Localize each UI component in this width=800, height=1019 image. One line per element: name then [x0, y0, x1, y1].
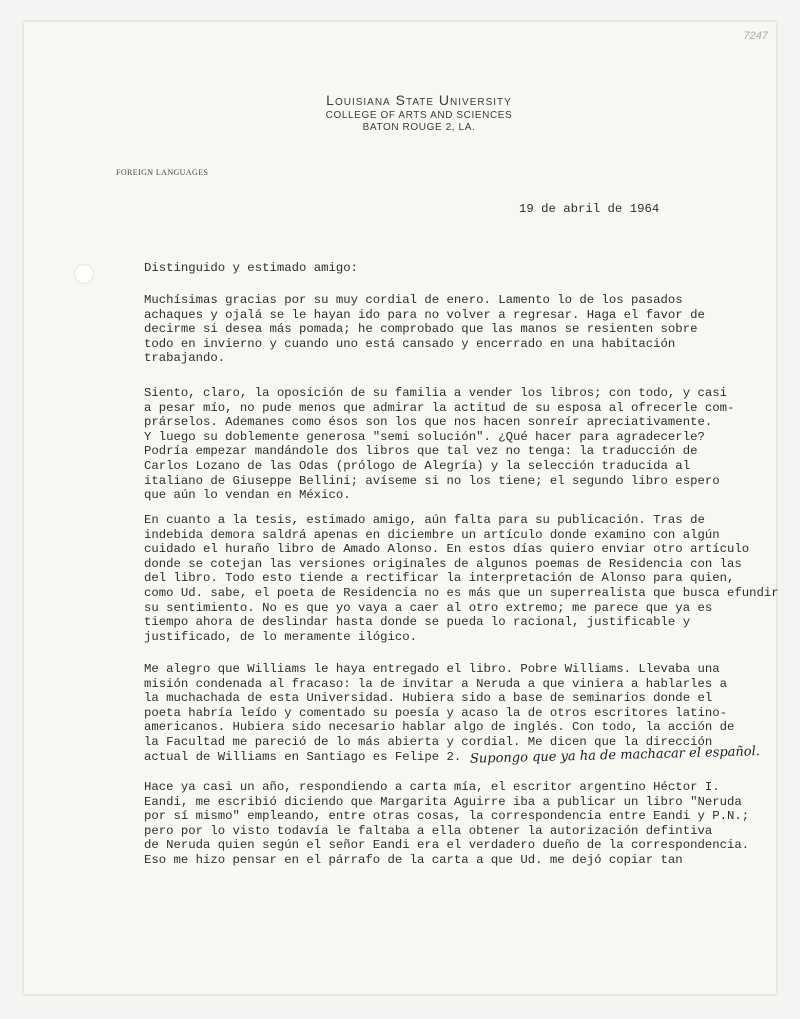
text-line: trabajando.	[144, 351, 226, 366]
paragraph-3	[144, 513, 779, 644]
text-line: todo en invierno y cuando uno está cansado y encerrado en una habitación	[144, 336, 676, 351]
text-line: Eso me hizo pensar en el párrafo de la carta a que Ud. me dejó copiar tan	[144, 852, 683, 867]
text-line: Muchísimas gracias por su muy cordial de enero. Lamento lo de los pasados	[144, 293, 683, 307]
archive-number: 7247	[743, 30, 768, 42]
salutation: Distinguido y estimado amigo:	[144, 261, 359, 275]
text-line: poeta habría leído y comentado su poesía y acaso la de otros escritores latino-	[144, 705, 727, 720]
letterhead-university: Louisiana State University	[326, 92, 512, 108]
letterhead-college: COLLEGE OF ARTS AND SCIENCES	[325, 110, 513, 121]
text-line: a pesar mío, no pude menos que admirar la actitud de su esposa al ofrecerle com-	[144, 400, 735, 415]
paragraph-2	[144, 386, 734, 503]
text-line: la muchachada de esta Universidad. Hubiera sido a base de seminarios donde el	[144, 691, 713, 706]
text-line: actual de Williams en Santiago es Felipe 2.	[144, 749, 462, 764]
text-line: indebida demora saldrá apenas en diciembre un artículo donde examino con algún	[144, 527, 720, 542]
text-line: donde se cotejan las versiones originales de algunos poemas de Residencia con las	[144, 556, 742, 571]
text-line: En cuanto a la tesis, estimado amigo, aún falta para su publicación. Tras de	[144, 513, 705, 527]
text-line: misión condenada al fracaso: la de invitar a Neruda a que viniera a hablarles a	[144, 676, 727, 691]
text-line: prárselos. Ademanes como ésos son los que nos hacen sonreír apreciativamente.	[144, 415, 713, 430]
text-line: Carlos Lozano de las Odas (prólogo de Alegría) y la selección traducida al	[144, 458, 691, 473]
letter-page	[24, 22, 779, 994]
text-line: Me alegro que Williams le haya entregado el libro. Pobre Williams. Llevaba una	[144, 662, 720, 676]
text-line: cuidado el huraño libro de Amado Alonso. En estos días quiero enviar otro artículo	[144, 542, 750, 557]
text-line: tiempo ahora de deslindar hasta donde se pueda lo racional, justificable y	[144, 615, 691, 630]
text-line: del libro. Todo esto tiende a rectificar la interpretación de Alonso para quien,	[144, 571, 735, 586]
department-label: FOREIGN LANGUAGES	[116, 168, 209, 177]
paragraph-1	[144, 293, 705, 366]
text-line: justificado, de lo meramente ilógico.	[144, 629, 418, 644]
text-line: por sí mismo" empleando, entre otras cosas, la correspondencia entre Eandi y P.N.;	[144, 809, 750, 824]
text-line: Y luego su doblemente generosa "semi solución". ¿Qué hacer para agradecerle?	[144, 429, 705, 444]
text-line: italiano de Giuseppe Bellini; avíseme si no los tiene; el segundo libro espero	[144, 473, 720, 488]
text-line: la Facultad me pareció de lo más abierta y cordial. Me dicen que la dirección	[144, 734, 713, 749]
text-line: americanos. Hubiera sido necesario hablar algo de inglés. Con todo, la acción de	[144, 720, 735, 735]
letterhead-city: BATON ROUGE 2, LA.	[362, 122, 476, 133]
text-line: Podría empezar mandándole dos libros que tal vez no tenga: la traducción de	[144, 444, 698, 459]
text-line: Eandi, me escribió diciendo que Margarita Aguirre iba a publicar un libro "Neruda	[144, 794, 742, 809]
letterhead	[244, 92, 594, 133]
text-line: de Neruda quien según el señor Eandi era el verdadero dueño de la correspondencia.	[144, 838, 750, 853]
text-line: achaques y ojalá se le hayan ido para no volver a regresar. Haga el favor de	[144, 307, 705, 322]
paragraph-5	[144, 780, 749, 868]
text-line: su sentimiento. No es que yo vaya a caer al otro extremo; me parece que ya es	[144, 600, 713, 615]
text-line: pero por lo visto todavía le faltaba a ella obtener la autorización defintiva	[144, 823, 713, 838]
letter-date: 19 de abril de 1964	[519, 202, 660, 216]
text-line: decirme si desea más pomada; he comprobado que las manos se resienten sobre	[144, 322, 698, 337]
text-line: como Ud. sabe, el poeta de Residencia no es más que un superrealista que busca efundir	[144, 585, 779, 600]
text-line: que aún lo vendan en México.	[144, 488, 351, 503]
handwritten-note: Supongo que ya ha de machacar el español.	[469, 744, 761, 767]
punch-hole	[74, 264, 94, 284]
text-line: Hace ya casi un año, respondiendo a carta mía, el escritor argentino Héctor I.	[144, 780, 720, 794]
text-line: Siento, claro, la oposición de su familia a vender los libros; con todo, y casi	[144, 386, 727, 400]
